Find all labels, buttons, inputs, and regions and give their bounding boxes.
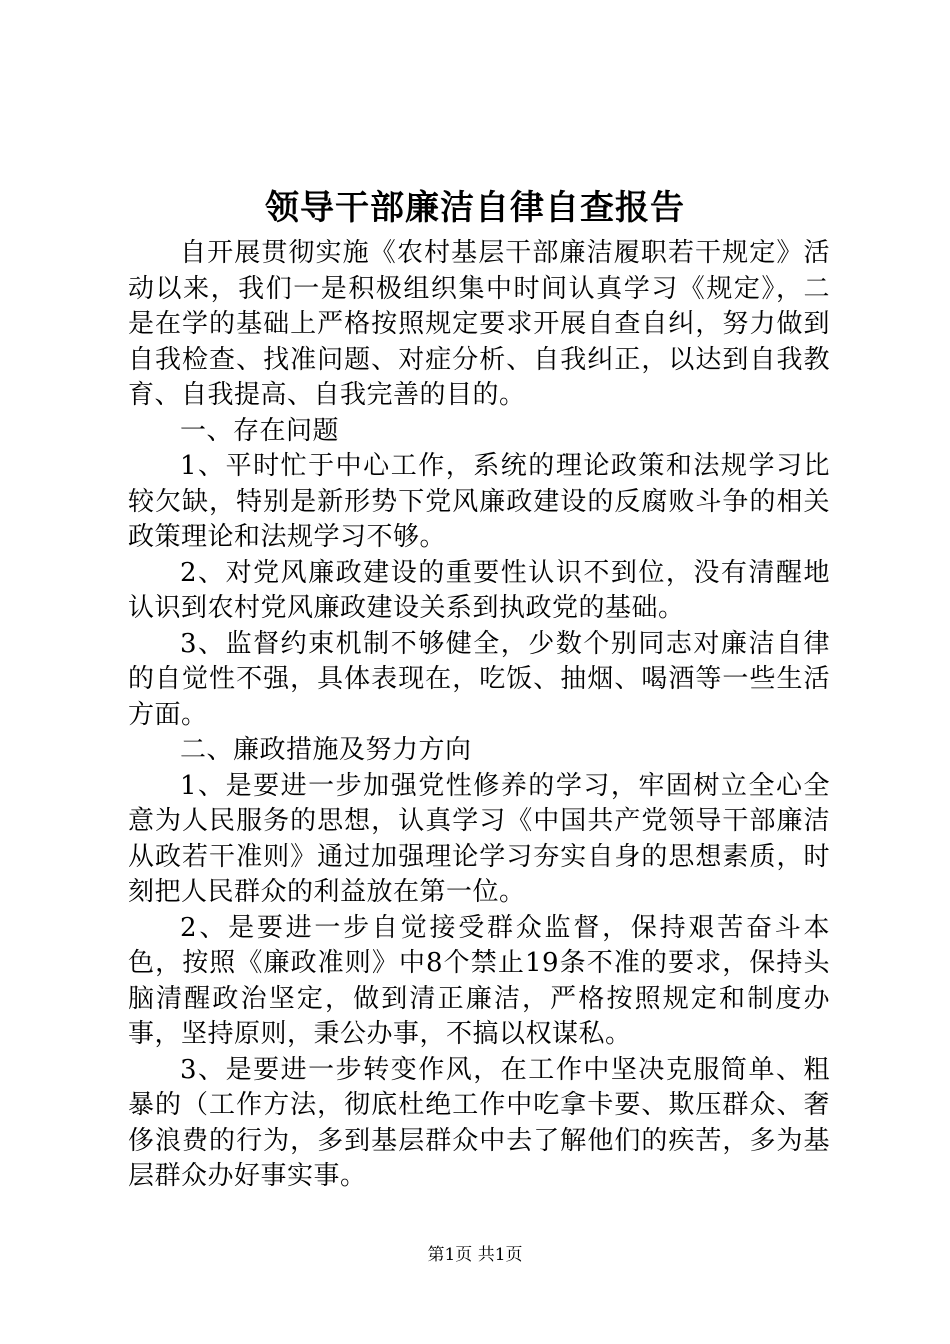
- paragraph-problem-3: 3、监督约束机制不够健全，少数个别同志对廉洁自律的自觉性不强，具体表现在，吃饭、抽烟、喝酒等一些生活方面。: [128, 628, 830, 730]
- paragraph-intro: 自开展贯彻实施《农村基层干部廉洁履职若干规定》活动以来，我们一是积极组织集中时间认真学习《规定》，二是在学的基础上严格按照规定要求开展自查自纠，努力做到自我检查、找准问题、对症分析、自我纠正，以达到自我教育、自我提高、自我完善的目的。: [128, 238, 830, 410]
- page-footer: 第1页 共1页: [427, 1245, 523, 1265]
- section-heading-measures: 二、廉政措施及努力方向: [180, 735, 472, 765]
- paragraph-measure-1: 1、是要进一步加强党性修养的学习，牢固树立全心全意为人民服务的思想，认真学习《中国共产党领导干部廉洁从政若干准则》通过加强理论学习夯实自身的思想素质，时刻把人民群众的利益放在第一位。: [128, 770, 830, 907]
- paragraph-problem-1: 1、平时忙于中心工作，系统的理论政策和法规学习比较欠缺，特别是新形势下党风廉政建设的反腐败斗争的相关政策理论和法规学习不够。: [128, 451, 830, 552]
- paragraph-measure-3: 3、是要进一步转变作风，在工作中坚决克服简单、粗暴的（工作方法，彻底杜绝工作中吃拿卡要、欺压群众、奢侈浪费的行为，多到基层群众中去了解他们的疾苦，多为基层群众办好事实事。: [128, 1054, 830, 1191]
- paragraph-problem-2: 2、对党风廉政建设的重要性认识不到位，没有清醒地认识到农村党风廉政建设关系到执政党的基础。: [128, 557, 830, 623]
- paragraph-measure-2: 2、是要进一步自觉接受群众监督，保持艰苦奋斗本色，按照《廉政准则》中8个禁止19条不准的要求，保持头脑清醒政治坚定，做到清正廉洁，严格按照规定和制度办事，坚持原则，秉公办事，不搞以权谋私。: [128, 912, 830, 1049]
- document-body: [128, 236, 830, 1195]
- document-title: 领导干部廉洁自律自查报告: [265, 188, 685, 228]
- section-heading-problems: 一、存在问题: [180, 415, 340, 446]
